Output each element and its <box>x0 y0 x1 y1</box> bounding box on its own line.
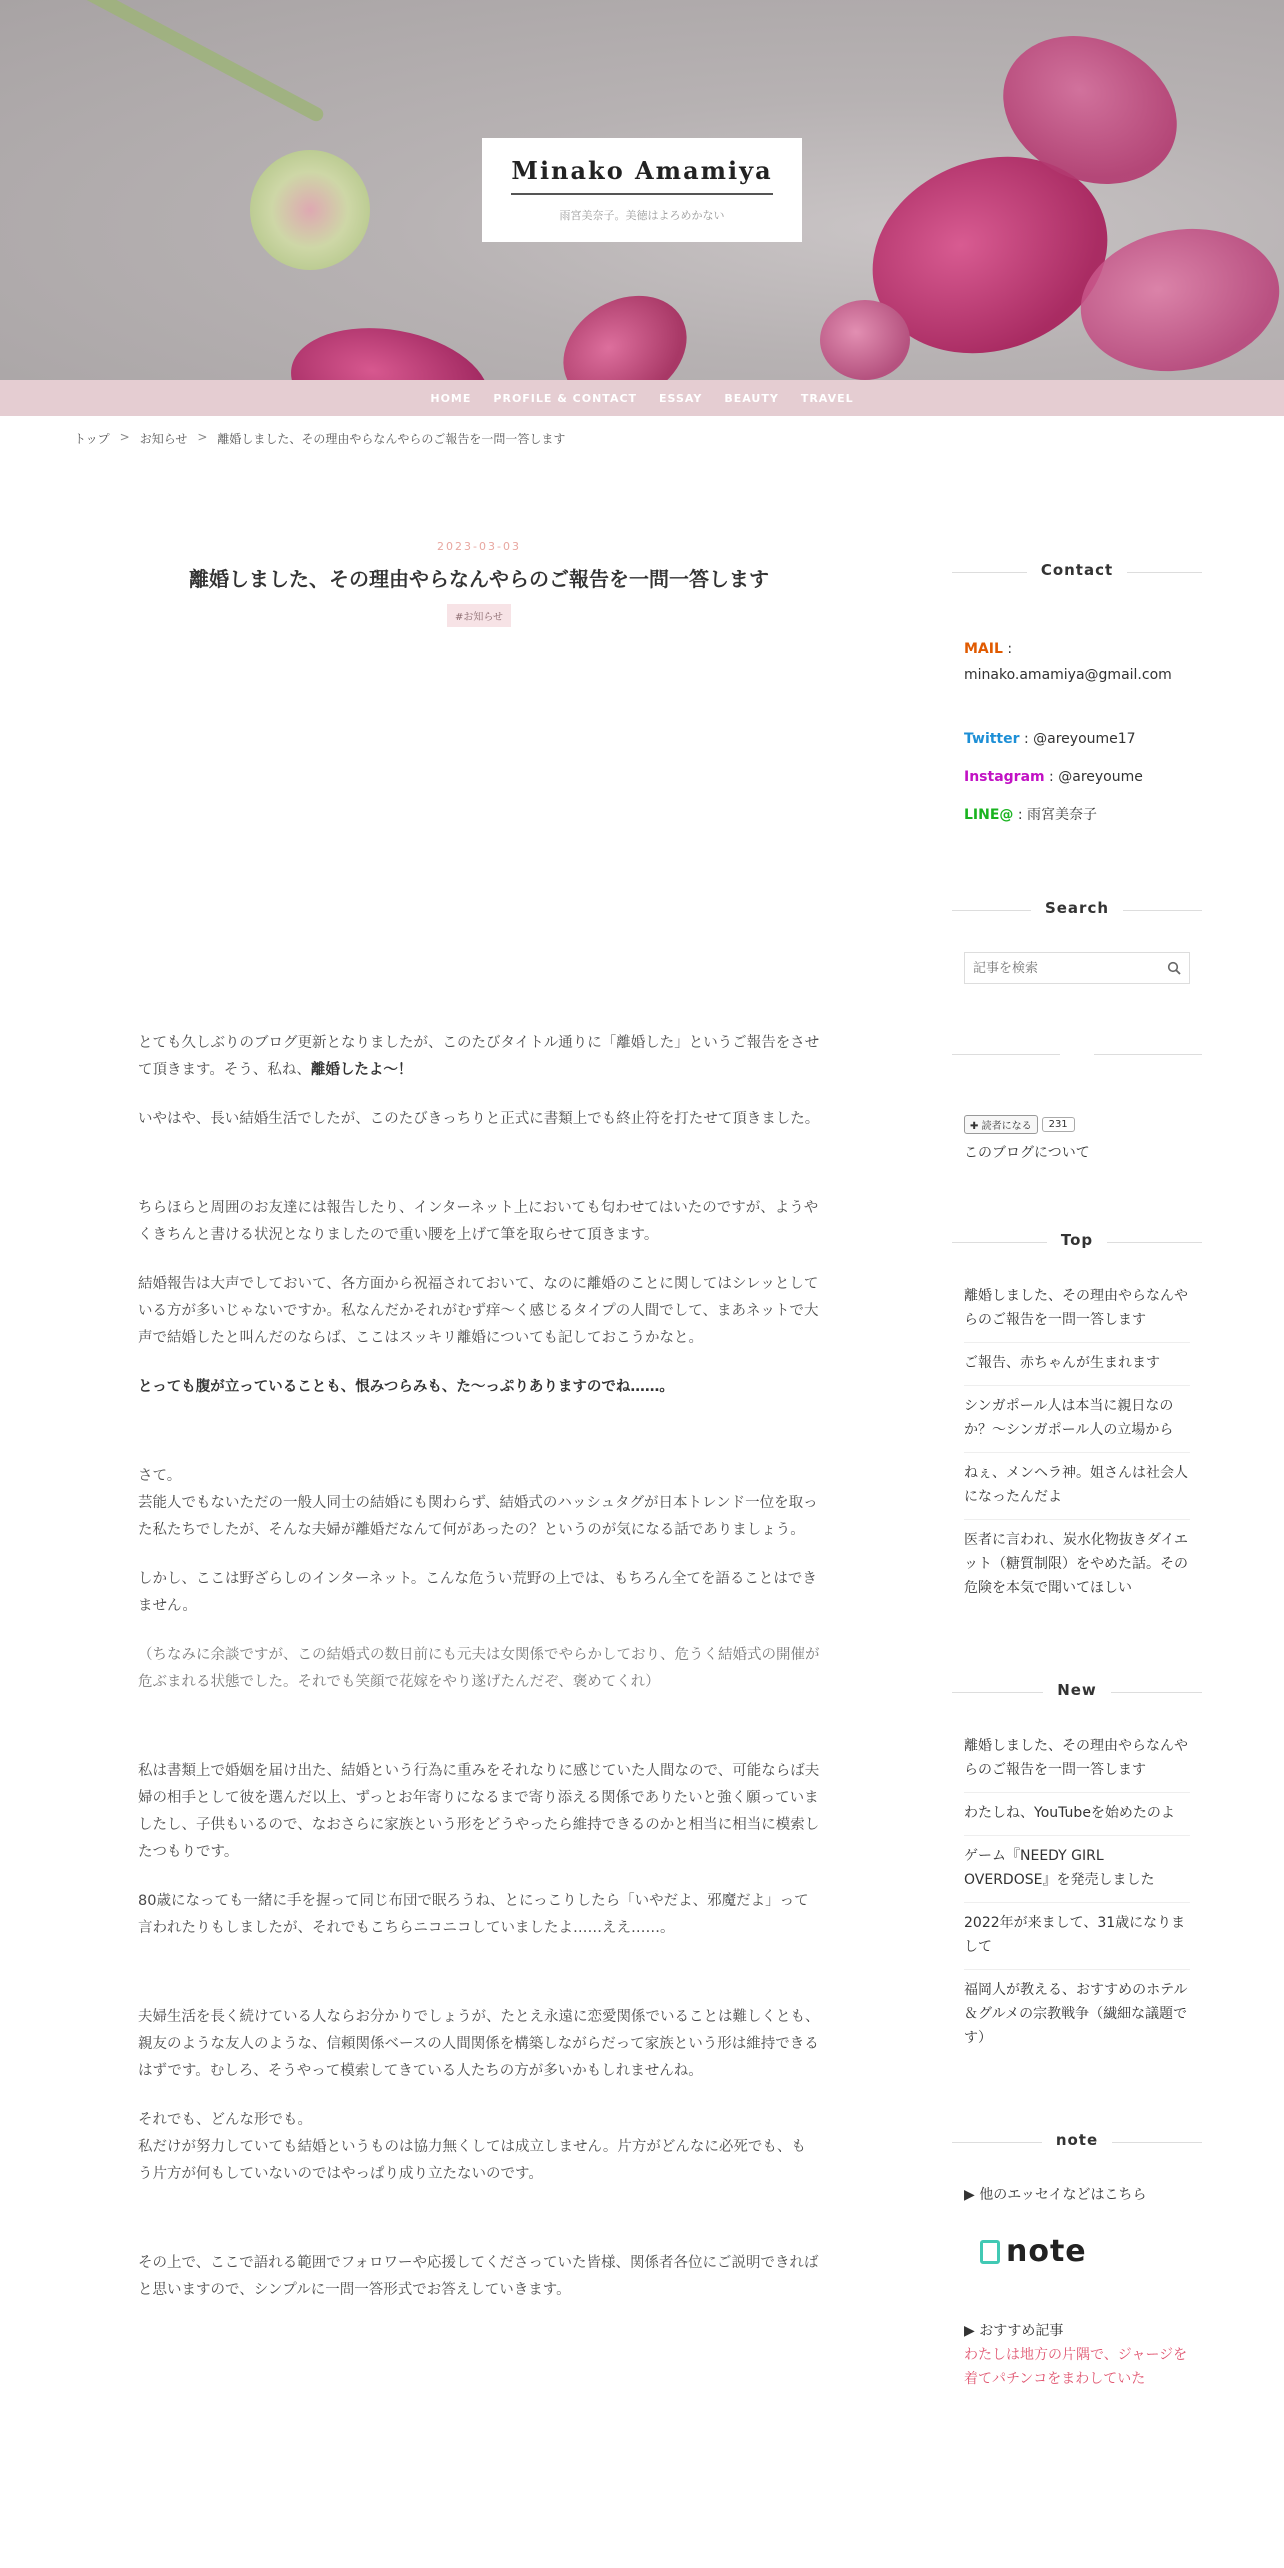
line-link[interactable]: 雨宮美奈子 <box>1027 807 1098 823</box>
rose-stem-image <box>54 0 325 124</box>
note-essay-link[interactable]: ▶ 他のエッセイなどはこちら <box>964 2187 1147 2203</box>
note-logo-icon <box>980 2240 1000 2264</box>
about-blog-link[interactable]: このブログについて <box>964 1145 1090 1161</box>
subscribe-button[interactable]: ✚ 読者になる <box>964 1115 1038 1134</box>
search-box <box>964 952 1190 984</box>
search-heading: Search <box>952 898 1202 922</box>
global-nav <box>0 380 1284 416</box>
rose-petal-image <box>282 313 498 380</box>
contact-heading: Contact <box>952 560 1202 584</box>
instagram-link[interactable]: @areyoume <box>1058 769 1143 785</box>
note-heading: note <box>952 2130 1202 2154</box>
nav-profile-contact[interactable]: PROFILE & CONTACT <box>493 391 638 405</box>
paragraph: その上で、ここで語れる範囲でフォロワーや応援してくださっていた皆様、関係者各位にご説明できればと思いますので、シンプルに一問一答形式でお答えしていきます。 <box>138 2255 819 2298</box>
breadcrumb <box>74 430 565 447</box>
category-tag[interactable]: #お知らせ <box>447 604 511 627</box>
paragraph: （ちなみに余談ですが、この結婚式の数日前にも元夫は女関係でやらかしており、危うく結婚式の開催が危ぶまれる状態でした。それでも笑顔で花嫁をやり遂げたんだぞ、褒めてくれ） <box>138 1647 820 1690</box>
list-item[interactable]: 福岡人が教える、おすすめのホテル＆グルメの宗教戦争（繊細な議題です） <box>964 1982 1188 2046</box>
mail-link[interactable]: minako.amamiya@gmail.com <box>964 667 1172 683</box>
paragraph: 私は書類上で婚姻を届け出た、結婚という行為に重みをそれなりに感じていた人間なので、可能ならば夫婦の相手として彼を選んだ以上、ずっとお年寄りになるまで寄り添える関係でありたいと強く願っていましたし、子供もいるので、なおさらに家族という形をどうやったら維持できるのかと相当に相当に模索したつもりです。 <box>138 1763 820 1860</box>
bold-text: とっても腹が立っていることも、恨みつらみも、た〜っぷりありますのでね……。 <box>138 1379 674 1395</box>
site-title-box[interactable] <box>482 138 802 242</box>
paragraph: ちらほらと周囲のお友達には報告したり、インターネット上においても匂わせてはいたのですが、ようやくきちんと書ける状況となりましたので重い腰を上げて筆を取らせて頂きます。 <box>138 1200 819 1243</box>
rose-flower-image <box>250 150 370 270</box>
search-input[interactable] <box>973 961 1167 976</box>
new-heading: New <box>952 1680 1202 1704</box>
list-item[interactable]: ご報告、赤ちゃんが生まれます <box>964 1343 1190 1386</box>
list-item[interactable]: 離婚しました、その理由やらなんやらのご報告を一問一答します <box>964 1726 1190 1793</box>
top-heading: Top <box>952 1230 1202 1254</box>
list-item[interactable]: 離婚しました、その理由やらなんやらのご報告を一問一答します <box>964 1276 1190 1343</box>
nav-beauty[interactable]: BEAUTY <box>724 391 779 405</box>
breadcrumb-current: 離婚しました、その理由やらなんやらのご報告を一問一答します <box>217 432 566 446</box>
article-title[interactable]: 離婚しました、その理由やらなんやらのご報告を一問一答します <box>189 567 769 591</box>
site-tagline: 雨宮美奈子。美徳はよろめかない <box>559 209 725 222</box>
list-item[interactable]: 2022年が来まして、31歳になりまして <box>964 1903 1190 1970</box>
top-post-list <box>952 1276 1202 1610</box>
plus-icon: ✚ <box>970 1121 979 1132</box>
list-item[interactable]: ねぇ、メンヘラ神。姐さんは社会人になったんだよ <box>964 1453 1190 1520</box>
nav-travel[interactable]: TRAVEL <box>800 391 854 405</box>
list-item[interactable]: シンガポール人は本当に親日なのか？〜シンガポール人の立場から <box>964 1386 1190 1453</box>
section-divider <box>952 1054 1202 1055</box>
article-date: 2023-03-03 <box>437 540 521 553</box>
paragraph: いやはや、長い結婚生活でしたが、このたびきっちりと正式に書類上でも終止符を打たせて頂きました。 <box>138 1111 820 1127</box>
search-icon[interactable] <box>1167 961 1181 975</box>
paragraph: とても久しぶりのブログ更新となりましたが、このたびタイトル通りに「離婚した」というご報告をさせて頂きます。そう、私ね、離婚したよ〜！ <box>138 1035 820 1078</box>
note-logo-text: note <box>1006 2234 1087 2269</box>
breadcrumb-separator: > <box>119 430 130 444</box>
bold-text: 離婚したよ〜！ <box>310 1062 413 1078</box>
list-item[interactable]: ゲーム『NEEDY GIRL OVERDOSE』を発売しました <box>964 1836 1190 1903</box>
reader-count: 231 <box>1042 1117 1075 1132</box>
paragraph: 結婚報告は大声でしておいて、各方面から祝福されておいて、なのに離婚のことに関してはシレッとしている方が多いじゃないですか。私なんだかそれがむず痒〜く感じるタイプの人間でして、まあネットで大声で結婚したと叫んだのならば、ここはスッキリ離婚についても記しておこうかなと。 <box>138 1276 819 1346</box>
paragraph: それでも、どんな形でも。 私だけが努力していても結婚というものは協力無くしては成立しません。片方がどんなに必死でも、もう片方が何もしていないのではやっぱり成り立たないのです。 <box>138 2112 806 2182</box>
article-header <box>138 540 820 627</box>
rose-petal-image <box>544 274 707 380</box>
paragraph <box>138 1374 820 1401</box>
breadcrumb-category[interactable]: お知らせ <box>139 432 188 446</box>
contact-block: MAIL : minako.amamiya@gmail.com Twitter : @areyoume17 Instagram : @areyoume LINE@ : 雨宮美奈子 <box>952 636 1202 828</box>
instagram-label: Instagram <box>964 769 1045 785</box>
breadcrumb-top[interactable]: トップ <box>74 432 110 446</box>
nav-essay[interactable]: ESSAY <box>659 391 703 405</box>
paragraph: しかし、ここは野ざらしのインターネット。こんな危うい荒野の上では、もちろん全てを語ることはできません。 <box>138 1571 817 1614</box>
article-body <box>138 1030 820 2326</box>
recommended-article <box>952 2319 1202 2391</box>
twitter-link[interactable]: @areyoume17 <box>1033 731 1136 747</box>
list-item[interactable]: わたしね、YouTubeを始めたのよ <box>964 1793 1190 1836</box>
nav-home[interactable]: HOME <box>430 391 472 405</box>
paragraph: 夫婦生活を長く続けている人ならお分かりでしょうが、たとえ永遠に恋愛関係でいることは難しくとも、親友のような友人のような、信頼関係ベースの人間関係を構築しながらだって家族という形は維持できるはずです。むしろ、そうやって模索してきている人たちの方が多いかもしれませんね。 <box>138 2009 820 2079</box>
recommended-label: ▶ おすすめ記事 <box>964 2323 1064 2339</box>
site-title[interactable]: Minako Amamiya <box>511 156 772 195</box>
note-logo[interactable] <box>980 2234 1202 2269</box>
mail-label: MAIL <box>964 641 1003 657</box>
list-item[interactable]: 医者に言われ、炭水化物抜きダイエット（糖質制限）をやめた話。その危険を本気で聞いてほしい <box>964 1532 1188 1596</box>
paragraph: さて。 芸能人でもないただの一般人同士の結婚にも関わらず、結婚式のハッシュタグが日本トレンド一位を取った私たちでしたが、そんな夫婦が離婚だなんて何があったの？というのが気になる話でありましょう。 <box>138 1468 818 1538</box>
sidebar <box>952 560 1202 2391</box>
header-hero <box>0 0 1284 380</box>
recommended-link[interactable]: わたしは地方の片隅で、ジャージを着てパチンコをまわしていた <box>964 2347 1188 2387</box>
reader-widget <box>952 1115 1202 1134</box>
new-post-list <box>952 1726 1202 2060</box>
paragraph: 80歳になっても一緒に手を握って同じ布団で眠ろうね、とにっこりしたら「いやだよ、邪魔だよ」って言われたりもしましたが、それでもこちらニコニコしていましたよ……ええ……。 <box>138 1893 809 1936</box>
line-label: LINE@ <box>964 807 1014 823</box>
breadcrumb-separator: > <box>197 430 208 444</box>
twitter-label: Twitter <box>964 731 1020 747</box>
rose-petal-image <box>820 300 910 380</box>
